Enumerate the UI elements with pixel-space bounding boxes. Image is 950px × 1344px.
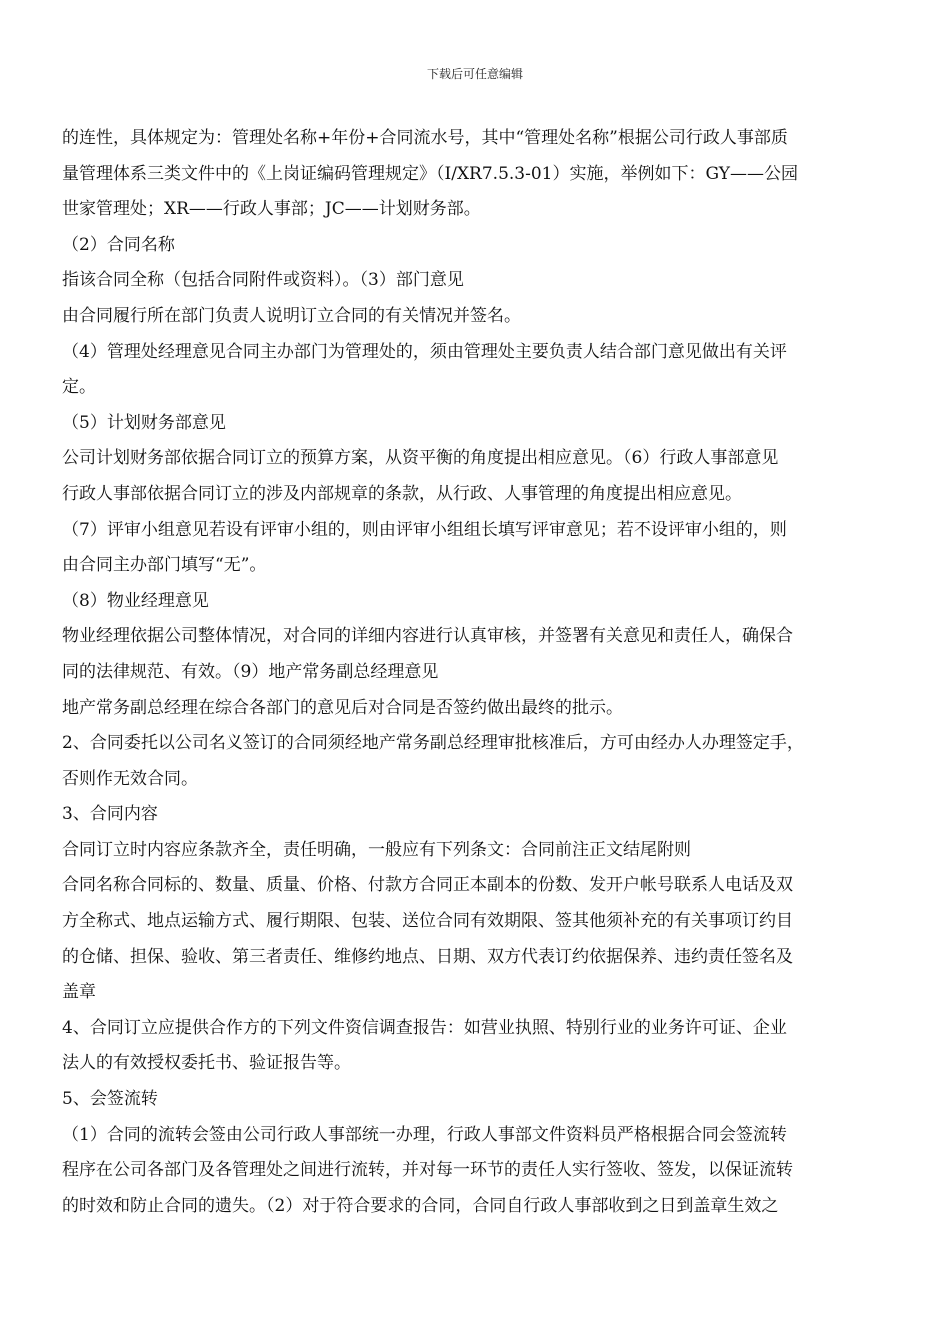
text-line: 程序在公司各部门及各管理处之间进行流转，并对每一环节的责任人实行签收、签发，以保证流转	[62, 1160, 793, 1181]
text-line: 世家管理处；XR——行政人事部；JC——计划财务部。	[62, 199, 481, 220]
text-line: 方全称式、地点运输方式、履行期限、包装、送位合同有效期限、签其他须补充的有关事项订约目	[62, 911, 793, 932]
text-line: 同的法律规范、有效。（9）地产常务副总经理意见	[62, 661, 439, 682]
text-line: 公司计划财务部依据合同订立的预算方案，从资平衡的角度提出相应意见。（6）行政人事部意见	[62, 448, 779, 469]
section-heading: （2）合同名称	[62, 234, 175, 255]
text-line: 的仓储、担保、验收、第三者责任、维修约地点、日期、双方代表订约依据保养、违约责任签名及	[62, 946, 793, 967]
section-heading: 5、会签流转	[62, 1089, 158, 1110]
text-line: 合同名称合同标的、数量、质量、价格、付款方合同正本副本的份数、发开户帐号联系人电话及双	[62, 875, 793, 896]
text-line: 的连性，具体规定为：管理处名称+年份+合同流水号，其中“管理处名称”根据公司行政人事部质	[62, 128, 788, 148]
text-line: 定。	[62, 377, 96, 398]
text-line: 地产常务副总经理在综合各部门的意见后对合同是否签约做出最终的批示。	[62, 697, 623, 718]
text-line: 量管理体系三类文件中的《上岗证编码管理规定》（I/XR7.5.3-01）实施，举例如下：GY——公园	[62, 163, 798, 184]
text-line: 盖章	[62, 982, 96, 1003]
text-line: 物业经理依据公司整体情况，对合同的详细内容进行认真审核，并签署有关意见和责任人，确保合	[62, 626, 793, 647]
text-line: 法人的有效授权委托书、验证报告等。	[62, 1053, 351, 1074]
section-heading: （5）计划财务部意见	[62, 412, 226, 433]
page-header: 下载后可任意编辑	[426, 67, 523, 81]
text-line: 由合同主办部门填写“无”。	[62, 555, 267, 576]
section-heading: 3、合同内容	[62, 804, 158, 825]
text-line: （7）评审小组意见若设有评审小组的，则由评审小组组长填写评审意见；若不设评审小组的，则	[62, 519, 787, 540]
text-line: 指该合同全称（包括合同附件或资料）。（3）部门意见	[62, 270, 464, 291]
section-heading: （8）物业经理意见	[62, 590, 209, 611]
text-line: 否则作无效合同。	[62, 768, 198, 789]
text-line: 2、合同委托以公司名义签订的合同须经地产常务副总经理审批核准后，方可由经办人办理签定手，	[62, 733, 804, 754]
text-line: 由合同履行所在部门负责人说明订立合同的有关情况并签名。	[62, 305, 521, 326]
text-line: （1）合同的流转会签由公司行政人事部统一办理，行政人事部文件资料员严格根据合同会签流转	[62, 1124, 787, 1145]
text-line: （4）管理处经理意见合同主办部门为管理处的，须由管理处主要负责人结合部门意见做出有关评	[62, 341, 787, 362]
text-line: 合同订立时内容应条款齐全，责任明确，一般应有下列条文：合同前注正文结尾附则	[62, 839, 691, 860]
text-line: 的时效和防止合同的遗失。（2）对于符合要求的合同，合同自行政人事部收到之日到盖章生效之	[62, 1195, 779, 1216]
text-line: 行政人事部依据合同订立的涉及内部规章的条款，从行政、人事管理的角度提出相应意见。	[62, 483, 742, 504]
text-line: 4、合同订立应提供合作方的下列文件资信调查报告：如营业执照、特别行业的业务许可证、企业	[62, 1017, 787, 1038]
document-body	[62, 121, 892, 1224]
